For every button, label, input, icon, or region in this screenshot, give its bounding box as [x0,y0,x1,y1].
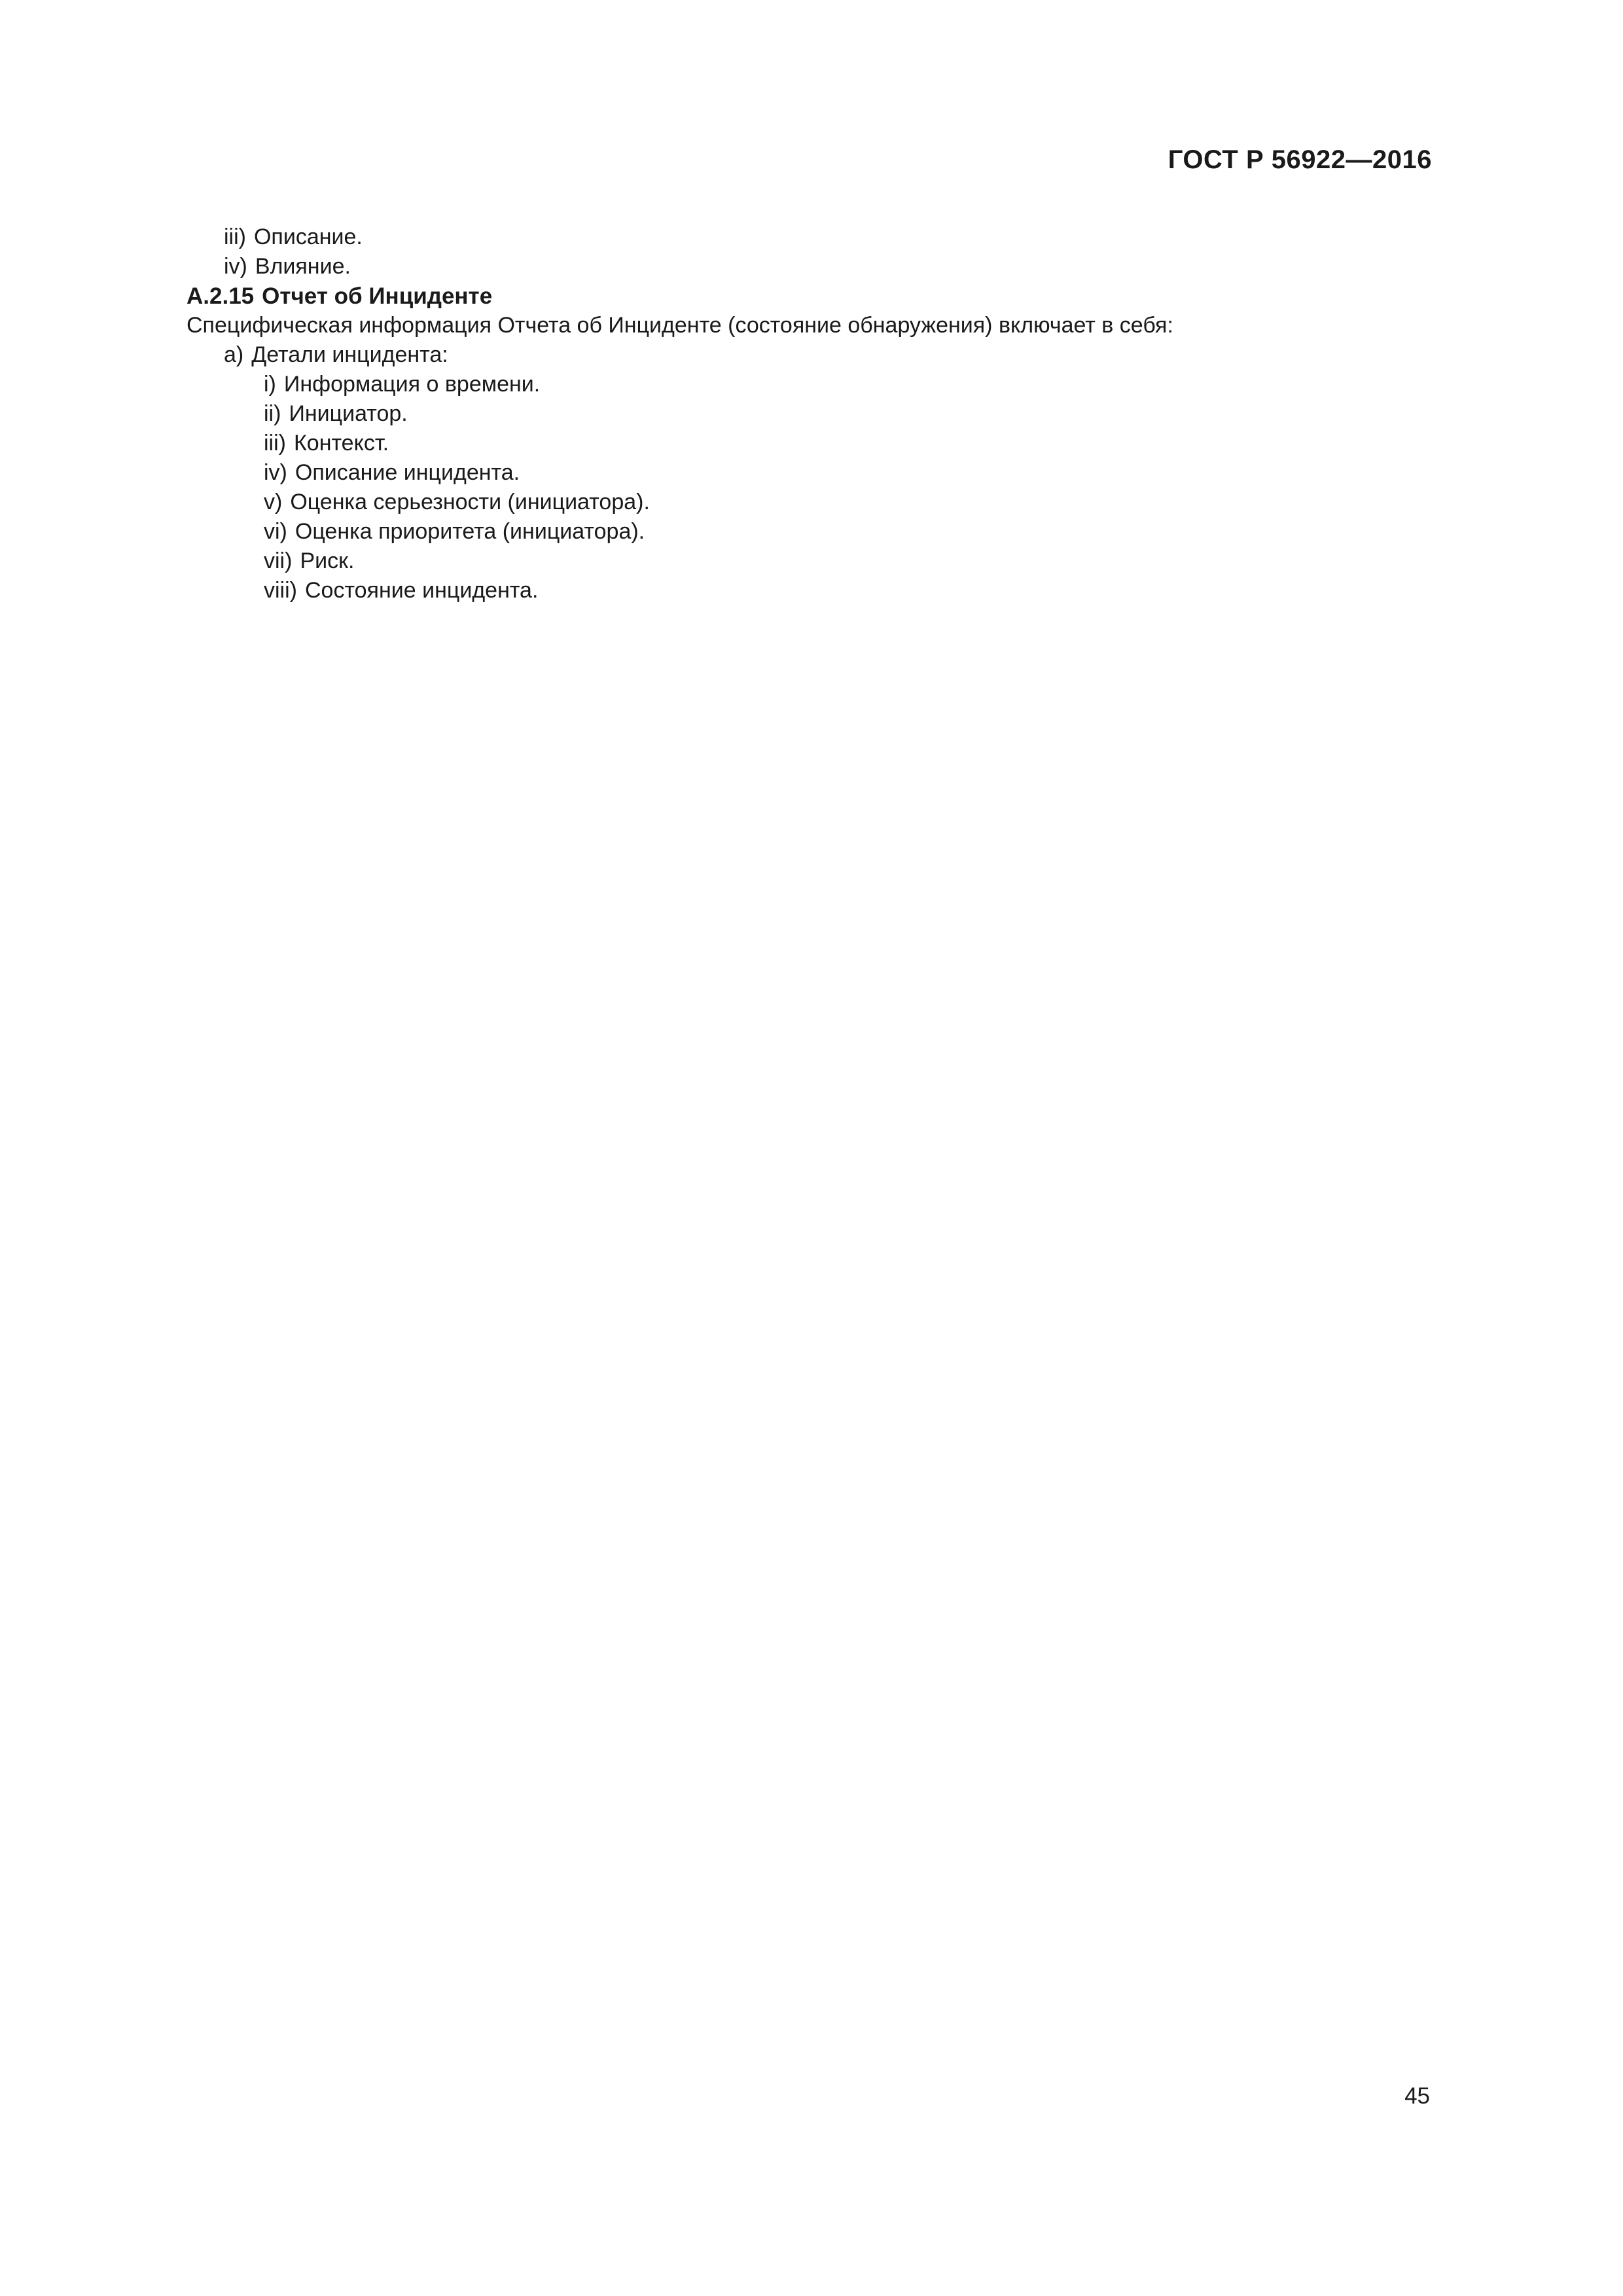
list-item [187,223,1430,252]
section-intro: Специфическая информация Отчета об Инциденте (состояние обнаружения) включает в себя: [187,313,1173,338]
document-body [187,223,1430,605]
list-item-text: Контекст. [293,431,389,456]
list-item-text: Описание. [253,224,363,249]
list-item-number: iii) [264,431,286,456]
section-title: Отчет об Инциденте [262,283,493,309]
list-item-text: Информация о времени. [283,372,541,397]
list-item-text: Оценка приоритета (инициатора). [294,519,645,544]
list-item-text: Состояние инцидента. [304,578,539,603]
list-item-number: i) [264,372,276,397]
list-item-text: Влияние. [255,254,351,279]
list-item-number: iv) [224,254,247,279]
section-number: А.2.15 [187,283,255,309]
sub-list-item [187,458,1430,488]
list-item [187,340,1430,370]
list-item-number: ii) [264,401,281,426]
list-item-number: iii) [224,224,246,249]
sub-list-item [187,547,1430,576]
list-item-number: v) [264,490,283,514]
list-item-number: vi) [264,519,287,544]
list-item-number: iv) [264,460,287,485]
list-item-text: Описание инцидента. [294,460,520,485]
section-heading [187,281,1430,311]
list-item [187,252,1430,281]
sub-list-item [187,517,1430,547]
list-item-number: а) [224,342,244,367]
list-item-number: vii) [264,548,293,573]
sub-list-item [187,399,1430,429]
list-item-text: Оценка серьезности (инициатора). [290,490,650,514]
list-item-text: Детали инцидента: [251,342,448,367]
sub-list-item [187,370,1430,399]
page-number: 45 [1404,2083,1430,2109]
list-item-text: Риск. [300,548,355,573]
sub-list-item [187,576,1430,605]
standard-header: ГОСТ Р 56922—2016 [1168,145,1432,174]
list-item-number: viii) [264,578,297,603]
list-item-text: Инициатор. [289,401,408,426]
sub-list-item [187,488,1430,517]
sub-list-item [187,429,1430,458]
